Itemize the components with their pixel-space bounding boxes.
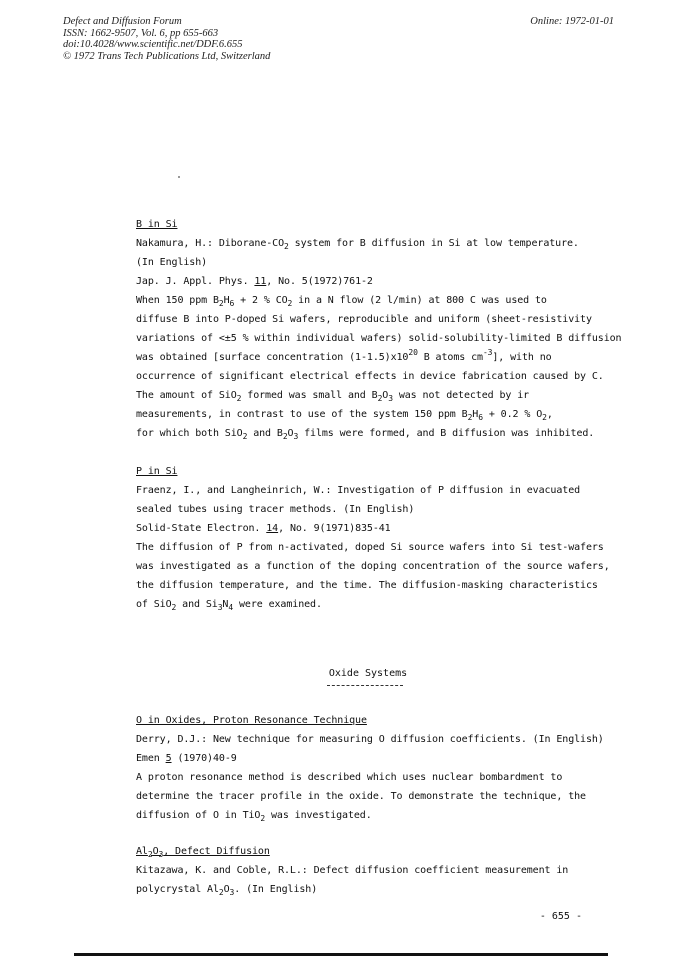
- text-line: for which both SiO$_2$ and $B_2O_3$ films were formed, and B diffusion was inhibited.: [136, 428, 595, 441]
- copyright-line: © 1972 Trans Tech Publications Ltd, Switzerland: [63, 50, 271, 62]
- text-line: was investigated as a function of the doping concentration of the source wafers,: [136, 561, 610, 572]
- text-line: sealed tubes using tracer methods. (In English): [136, 504, 415, 515]
- text-line: The diffusion of P from n-activated, doped Si source wafers into Si test-wafers: [136, 542, 604, 553]
- text-line: Kitazawa, K. and Coble, R.L.: Defect diffusion coefficient measurement in: [136, 865, 569, 876]
- journal-header: [63, 16, 270, 62]
- text-line: Fraenz, I., and Langheinrich, W.: Investigation of P diffusion in evacuated: [136, 485, 581, 496]
- text-line: occurrence of significant electrical effects in device fabrication caused by C.: [136, 371, 604, 382]
- citation-line: Emen 5 (1970)40-9: [136, 753, 237, 764]
- journal-title: Defect and Diffusion Forum: [63, 16, 182, 27]
- doi-line: doi:10.4028/www.scientific.net/DDF.6.655: [63, 39, 243, 50]
- text-line: of SiO$_2$ and $Si_3N_4$ were examined.: [136, 599, 322, 612]
- text-line: When 150 ppm $B_2H_6 + 2$ % $CO_2$ in a N flow (2 l/min) at 800 C was used to: [136, 295, 547, 308]
- citation-line: Solid-State Electron. 14, No. 9(1971)835-41: [136, 523, 391, 534]
- text-line: measurements, in contrast to use of the system 150 ppm $B_2H_6 + 0.2$ % $O_2$,: [136, 409, 553, 422]
- text-line: determine the tracer profile in the oxide. To demonstrate the technique, the: [136, 791, 586, 802]
- text-line: (In English): [136, 257, 208, 268]
- text-line: was obtained [surface concentration $(1-1.5)x10^{20}$ B atoms $cm^{-3}$], with no: [136, 348, 552, 363]
- section-heading: P in Si: [136, 466, 178, 477]
- bottom-rule: [74, 953, 608, 956]
- text-line: Nakamura, H.: Diborane-$CO_2$ system for B diffusion in Si at low temperature.: [136, 238, 579, 251]
- section-p-in-si: [136, 462, 610, 614]
- text-line: variations of <±5 % within individual wafers) solid-solubility-limited B diffusion: [136, 333, 622, 344]
- text-line: A proton resonance method is described which uses nuclear bombardment to: [136, 772, 563, 783]
- text-line: the diffusion temperature, and the time. The diffusion-masking characteristics: [136, 580, 598, 591]
- text-line: The amount of SiO$_2$ formed was small and $B_2O_3$ was not detected by ir: [136, 390, 530, 403]
- section-al2o3-defect-diffusion: [136, 842, 588, 899]
- speck-mark: [178, 176, 180, 178]
- issn-line: ISSN: 1662-9507, Vol. 6, pp 655-663: [63, 27, 219, 39]
- page-number: - 655 -: [539, 911, 582, 922]
- section-b-in-si: [136, 215, 622, 443]
- title-dashed-underline: [327, 685, 403, 686]
- section-heading: O in Oxides, Proton Resonance Technique: [136, 715, 367, 726]
- text-line: diffuse B into P-doped Si wafers, reproducible and uniform (sheet-resistivity: [136, 314, 592, 325]
- section-heading: $Al_2O_3$, Defect Diffusion: [136, 846, 270, 859]
- citation-line: Jap. J. Appl. Phys. 11, No. 5(1972)761-2: [136, 276, 373, 287]
- oxide-systems-title: Oxide Systems: [328, 668, 408, 679]
- text-line: Derry, D.J.: New technique for measuring O diffusion coefficients. (In English): [136, 734, 604, 745]
- section-heading: B in Si: [136, 219, 178, 230]
- online-date: Online: 1972-01-01: [530, 16, 614, 27]
- section-o-in-oxides: [136, 711, 604, 825]
- text-line: polycrystal $Al_2O_3$. (In English): [136, 884, 318, 897]
- text-line: diffusion of O in TiO$_2$ was investigated.: [136, 810, 372, 823]
